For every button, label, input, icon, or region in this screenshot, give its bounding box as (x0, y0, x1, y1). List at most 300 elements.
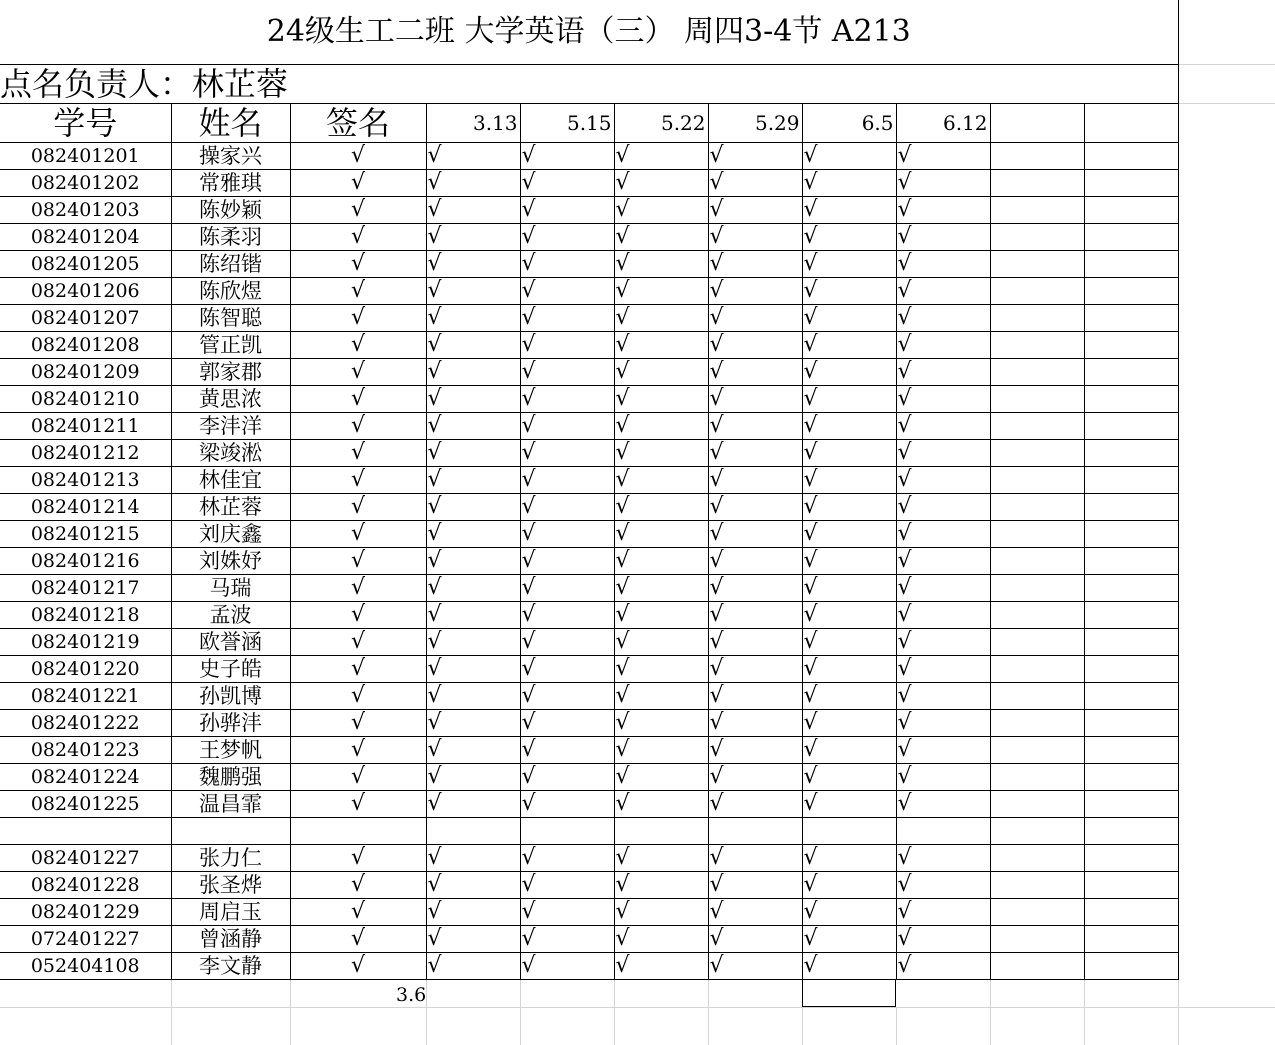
attendance-check-cell[interactable]: √ (802, 764, 896, 791)
attendance-check-cell[interactable]: √ (614, 143, 708, 170)
signature-check-cell[interactable]: √ (290, 629, 426, 656)
empty-cell[interactable] (990, 953, 1084, 980)
attendance-check-cell[interactable]: √ (614, 899, 708, 926)
attendance-check-cell[interactable]: √ (802, 251, 896, 278)
attendance-check-cell[interactable]: √ (426, 413, 520, 440)
attendance-check-cell[interactable]: √ (520, 899, 614, 926)
attendance-check-cell[interactable]: √ (520, 413, 614, 440)
empty-cell[interactable] (990, 359, 1084, 386)
signature-check-cell[interactable]: √ (290, 764, 426, 791)
student-name-cell[interactable]: 史子皓 (171, 656, 290, 683)
attendance-check-cell[interactable]: √ (614, 602, 708, 629)
empty-cell[interactable] (1084, 818, 1178, 845)
empty-cell[interactable] (1084, 602, 1178, 629)
attendance-check-cell[interactable]: √ (426, 710, 520, 737)
student-name-cell[interactable]: 刘庆鑫 (171, 521, 290, 548)
attendance-check-cell[interactable]: √ (896, 710, 990, 737)
sheet-title[interactable]: 24级生工二班 大学英语（三） 周四3-4节 A213 (0, 0, 1178, 65)
attendance-check-cell[interactable]: √ (614, 305, 708, 332)
attendance-check-cell[interactable]: √ (802, 197, 896, 224)
header-date[interactable]: 6.12 (896, 104, 990, 143)
empty-cell[interactable] (1084, 278, 1178, 305)
attendance-check-cell[interactable]: √ (614, 494, 708, 521)
attendance-check-cell[interactable]: √ (708, 413, 802, 440)
student-name-cell[interactable]: 周启玉 (171, 899, 290, 926)
attendance-check-cell[interactable]: √ (708, 224, 802, 251)
student-id-cell[interactable]: 082401222 (0, 710, 171, 737)
attendance-check-cell[interactable]: √ (614, 359, 708, 386)
attendance-check-cell[interactable]: √ (896, 629, 990, 656)
student-id-cell[interactable]: 082401211 (0, 413, 171, 440)
student-name-cell[interactable]: 常雅琪 (171, 170, 290, 197)
attendance-check-cell[interactable]: √ (520, 494, 614, 521)
empty-cell[interactable] (990, 656, 1084, 683)
signature-check-cell[interactable]: √ (290, 953, 426, 980)
attendance-check-cell[interactable]: √ (708, 791, 802, 818)
attendance-check-cell[interactable]: √ (802, 170, 896, 197)
student-id-cell[interactable]: 082401224 (0, 764, 171, 791)
student-name-cell[interactable]: 陈绍锴 (171, 251, 290, 278)
attendance-check-cell[interactable]: √ (896, 683, 990, 710)
attendance-check-cell[interactable]: √ (614, 197, 708, 224)
attendance-check-cell[interactable]: √ (708, 143, 802, 170)
attendance-check-cell[interactable]: √ (708, 737, 802, 764)
attendance-check-cell[interactable]: √ (896, 494, 990, 521)
attendance-check-cell[interactable]: √ (896, 953, 990, 980)
signature-check-cell[interactable]: √ (290, 791, 426, 818)
empty-cell[interactable] (1084, 104, 1178, 143)
empty-cell[interactable] (990, 251, 1084, 278)
student-id-cell[interactable]: 082401207 (0, 305, 171, 332)
attendance-check-cell[interactable]: √ (708, 953, 802, 980)
student-name-cell[interactable]: 黄思浓 (171, 386, 290, 413)
attendance-check-cell[interactable]: √ (426, 737, 520, 764)
student-name-cell[interactable]: 温昌霏 (171, 791, 290, 818)
student-id-cell[interactable]: 082401214 (0, 494, 171, 521)
student-id-cell[interactable]: 082401228 (0, 872, 171, 899)
attendance-check-cell[interactable]: √ (708, 710, 802, 737)
attendance-check-cell[interactable]: √ (708, 926, 802, 953)
attendance-check-cell[interactable]: √ (426, 656, 520, 683)
signature-check-cell[interactable]: √ (290, 494, 426, 521)
student-name-cell[interactable]: 刘姝妤 (171, 548, 290, 575)
attendance-check-cell[interactable]: √ (896, 224, 990, 251)
attendance-check-cell[interactable]: √ (614, 764, 708, 791)
attendance-check-cell[interactable]: √ (426, 629, 520, 656)
student-id-cell[interactable]: 082401210 (0, 386, 171, 413)
attendance-check-cell[interactable]: √ (520, 224, 614, 251)
attendance-check-cell[interactable]: √ (520, 710, 614, 737)
student-id-cell[interactable]: 082401229 (0, 899, 171, 926)
student-id-cell[interactable]: 082401215 (0, 521, 171, 548)
empty-cell[interactable] (990, 737, 1084, 764)
attendance-check-cell[interactable]: √ (426, 872, 520, 899)
attendance-check-cell[interactable]: √ (614, 251, 708, 278)
attendance-check-cell[interactable]: √ (614, 683, 708, 710)
attendance-check-cell[interactable]: √ (520, 872, 614, 899)
attendance-check-cell[interactable]: √ (520, 143, 614, 170)
attendance-check-cell[interactable]: √ (802, 845, 896, 872)
attendance-check-cell[interactable]: √ (896, 278, 990, 305)
signature-check-cell[interactable]: √ (290, 386, 426, 413)
student-name-cell[interactable]: 陈智聪 (171, 305, 290, 332)
attendance-check-cell[interactable]: √ (520, 521, 614, 548)
attendance-check-cell[interactable]: √ (802, 143, 896, 170)
attendance-check-cell[interactable]: √ (708, 359, 802, 386)
attendance-check-cell[interactable]: √ (520, 926, 614, 953)
attendance-check-cell[interactable] (520, 818, 614, 845)
attendance-check-cell[interactable]: √ (708, 602, 802, 629)
attendance-check-cell[interactable]: √ (426, 926, 520, 953)
signature-check-cell[interactable] (290, 818, 426, 845)
attendance-check-cell[interactable] (614, 818, 708, 845)
signature-check-cell[interactable]: √ (290, 359, 426, 386)
signature-check-cell[interactable]: √ (290, 926, 426, 953)
empty-cell[interactable] (1084, 521, 1178, 548)
attendance-check-cell[interactable]: √ (708, 575, 802, 602)
attendance-check-cell[interactable]: √ (708, 278, 802, 305)
attendance-check-cell[interactable]: √ (896, 602, 990, 629)
attendance-check-cell[interactable]: √ (426, 845, 520, 872)
attendance-check-cell[interactable] (708, 818, 802, 845)
empty-cell[interactable] (990, 386, 1084, 413)
empty-cell[interactable] (1084, 737, 1178, 764)
attendance-check-cell[interactable]: √ (896, 926, 990, 953)
student-name-cell[interactable]: 李沣洋 (171, 413, 290, 440)
attendance-check-cell[interactable]: √ (802, 575, 896, 602)
empty-cell[interactable] (1084, 359, 1178, 386)
attendance-check-cell[interactable]: √ (614, 629, 708, 656)
student-id-cell[interactable]: 082401206 (0, 278, 171, 305)
student-id-cell[interactable]: 082401223 (0, 737, 171, 764)
student-id-cell[interactable]: 082401216 (0, 548, 171, 575)
student-name-cell[interactable]: 王梦帆 (171, 737, 290, 764)
student-name-cell[interactable]: 孟波 (171, 602, 290, 629)
empty-cell[interactable] (1084, 170, 1178, 197)
attendance-check-cell[interactable]: √ (896, 305, 990, 332)
attendance-check-cell[interactable]: √ (708, 521, 802, 548)
attendance-check-cell[interactable]: √ (896, 764, 990, 791)
attendance-check-cell[interactable]: √ (896, 386, 990, 413)
signature-check-cell[interactable]: √ (290, 143, 426, 170)
attendance-check-cell[interactable]: √ (802, 548, 896, 575)
student-id-cell[interactable]: 082401212 (0, 440, 171, 467)
empty-cell[interactable] (1084, 575, 1178, 602)
empty-cell[interactable] (1084, 926, 1178, 953)
signature-check-cell[interactable]: √ (290, 170, 426, 197)
signature-check-cell[interactable]: √ (290, 656, 426, 683)
attendance-check-cell[interactable]: √ (614, 413, 708, 440)
empty-cell[interactable] (1084, 899, 1178, 926)
attendance-check-cell[interactable]: √ (520, 791, 614, 818)
attendance-check-cell[interactable]: √ (708, 899, 802, 926)
empty-cell[interactable] (990, 710, 1084, 737)
empty-cell[interactable] (990, 548, 1084, 575)
student-name-cell[interactable]: 欧誉涵 (171, 629, 290, 656)
attendance-check-cell[interactable]: √ (520, 656, 614, 683)
attendance-check-cell[interactable]: √ (802, 440, 896, 467)
empty-cell[interactable] (1084, 872, 1178, 899)
student-id-cell[interactable]: 082401203 (0, 197, 171, 224)
signature-check-cell[interactable]: √ (290, 224, 426, 251)
student-id-cell[interactable]: 052404108 (0, 953, 171, 980)
empty-cell[interactable] (1084, 251, 1178, 278)
attendance-check-cell[interactable]: √ (614, 224, 708, 251)
attendance-check-cell[interactable]: √ (426, 440, 520, 467)
empty-cell[interactable] (1084, 467, 1178, 494)
attendance-check-cell[interactable]: √ (614, 278, 708, 305)
attendance-check-cell[interactable]: √ (520, 386, 614, 413)
attendance-check-cell[interactable]: √ (802, 791, 896, 818)
attendance-check-cell[interactable]: √ (614, 845, 708, 872)
student-name-cell[interactable]: 郭家郡 (171, 359, 290, 386)
empty-cell[interactable] (990, 872, 1084, 899)
empty-cell[interactable] (990, 332, 1084, 359)
attendance-check-cell[interactable]: √ (614, 575, 708, 602)
student-id-cell[interactable]: 082401201 (0, 143, 171, 170)
attendance-check-cell[interactable]: √ (426, 359, 520, 386)
attendance-check-cell[interactable]: √ (426, 548, 520, 575)
empty-cell[interactable] (990, 818, 1084, 845)
student-name-cell[interactable]: 魏鹏强 (171, 764, 290, 791)
attendance-check-cell[interactable]: √ (708, 440, 802, 467)
student-name-cell[interactable]: 陈妙颖 (171, 197, 290, 224)
signature-check-cell[interactable]: √ (290, 683, 426, 710)
attendance-check-cell[interactable]: √ (802, 386, 896, 413)
footer-value[interactable]: 3.6 (396, 984, 427, 1006)
attendance-check-cell[interactable] (802, 818, 896, 845)
signature-check-cell[interactable]: √ (290, 413, 426, 440)
empty-cell[interactable] (1084, 440, 1178, 467)
attendance-check-cell[interactable]: √ (426, 278, 520, 305)
header-date[interactable]: 6.5 (802, 104, 896, 143)
attendance-check-cell[interactable]: √ (708, 386, 802, 413)
attendance-check-cell[interactable]: √ (896, 170, 990, 197)
empty-cell[interactable] (990, 224, 1084, 251)
student-name-cell[interactable]: 李文静 (171, 953, 290, 980)
student-id-cell[interactable]: 082401219 (0, 629, 171, 656)
empty-cell[interactable] (1084, 386, 1178, 413)
attendance-check-cell[interactable]: √ (896, 737, 990, 764)
empty-cell[interactable] (990, 683, 1084, 710)
student-name-cell[interactable]: 操家兴 (171, 143, 290, 170)
attendance-check-cell[interactable]: √ (802, 467, 896, 494)
attendance-check-cell[interactable]: √ (614, 953, 708, 980)
empty-cell[interactable] (1084, 656, 1178, 683)
attendance-check-cell[interactable]: √ (802, 710, 896, 737)
attendance-check-cell[interactable]: √ (426, 521, 520, 548)
attendance-check-cell[interactable]: √ (520, 197, 614, 224)
signature-check-cell[interactable]: √ (290, 197, 426, 224)
attendance-check-cell[interactable]: √ (708, 494, 802, 521)
student-name-cell[interactable]: 陈欣煜 (171, 278, 290, 305)
empty-cell[interactable] (990, 926, 1084, 953)
empty-cell[interactable] (1084, 305, 1178, 332)
attendance-check-cell[interactable]: √ (802, 926, 896, 953)
attendance-check-cell[interactable] (426, 818, 520, 845)
attendance-check-cell[interactable]: √ (896, 872, 990, 899)
attendance-check-cell[interactable]: √ (614, 440, 708, 467)
attendance-check-cell[interactable]: √ (896, 656, 990, 683)
attendance-check-cell[interactable]: √ (708, 872, 802, 899)
student-id-cell[interactable] (0, 818, 171, 845)
attendance-check-cell[interactable]: √ (708, 305, 802, 332)
empty-cell[interactable] (990, 440, 1084, 467)
attendance-check-cell[interactable]: √ (896, 332, 990, 359)
signature-check-cell[interactable]: √ (290, 872, 426, 899)
empty-cell[interactable] (990, 278, 1084, 305)
attendance-check-cell[interactable]: √ (614, 737, 708, 764)
empty-cell[interactable] (990, 575, 1084, 602)
attendance-check-cell[interactable]: √ (896, 521, 990, 548)
attendance-check-cell[interactable]: √ (426, 683, 520, 710)
attendance-check-cell[interactable]: √ (520, 737, 614, 764)
attendance-check-cell[interactable]: √ (896, 548, 990, 575)
attendance-check-cell[interactable]: √ (802, 494, 896, 521)
attendance-check-cell[interactable]: √ (520, 548, 614, 575)
student-id-cell[interactable]: 082401221 (0, 683, 171, 710)
attendance-check-cell[interactable]: √ (802, 602, 896, 629)
attendance-check-cell[interactable]: √ (802, 737, 896, 764)
header-date[interactable]: 3.13 (426, 104, 520, 143)
empty-cell[interactable] (990, 791, 1084, 818)
attendance-check-cell[interactable]: √ (614, 386, 708, 413)
signature-check-cell[interactable]: √ (290, 467, 426, 494)
attendance-check-cell[interactable]: √ (426, 143, 520, 170)
student-id-cell[interactable]: 072401227 (0, 926, 171, 953)
attendance-check-cell[interactable]: √ (520, 170, 614, 197)
roll-call-leader[interactable]: 点名负责人：林芷蓉 (0, 65, 1178, 104)
attendance-check-cell[interactable]: √ (426, 791, 520, 818)
student-id-cell[interactable]: 082401217 (0, 575, 171, 602)
signature-check-cell[interactable]: √ (290, 845, 426, 872)
student-id-cell[interactable]: 082401220 (0, 656, 171, 683)
header-date[interactable]: 5.22 (614, 104, 708, 143)
student-name-cell[interactable]: 张圣烨 (171, 872, 290, 899)
attendance-check-cell[interactable]: √ (426, 332, 520, 359)
empty-cell[interactable] (1084, 197, 1178, 224)
attendance-check-cell[interactable]: √ (708, 548, 802, 575)
attendance-check-cell[interactable]: √ (708, 764, 802, 791)
attendance-check-cell[interactable]: √ (802, 683, 896, 710)
student-name-cell[interactable]: 梁竣淞 (171, 440, 290, 467)
student-id-cell[interactable]: 082401227 (0, 845, 171, 872)
empty-cell[interactable] (990, 143, 1084, 170)
attendance-check-cell[interactable]: √ (896, 791, 990, 818)
attendance-check-cell[interactable]: √ (426, 170, 520, 197)
empty-cell[interactable] (990, 305, 1084, 332)
attendance-check-cell[interactable]: √ (426, 602, 520, 629)
empty-cell[interactable] (1084, 710, 1178, 737)
header-date[interactable]: 5.15 (520, 104, 614, 143)
attendance-check-cell[interactable]: √ (896, 575, 990, 602)
empty-cell[interactable] (1084, 332, 1178, 359)
signature-check-cell[interactable]: √ (290, 305, 426, 332)
signature-check-cell[interactable]: √ (290, 602, 426, 629)
empty-cell[interactable] (1084, 845, 1178, 872)
attendance-check-cell[interactable]: √ (520, 953, 614, 980)
student-id-cell[interactable]: 082401202 (0, 170, 171, 197)
empty-cell[interactable] (1084, 953, 1178, 980)
attendance-check-cell[interactable]: √ (426, 305, 520, 332)
attendance-check-cell[interactable]: √ (426, 494, 520, 521)
attendance-check-cell[interactable]: √ (426, 899, 520, 926)
attendance-check-cell[interactable]: √ (426, 224, 520, 251)
attendance-check-cell[interactable]: √ (708, 332, 802, 359)
student-name-cell[interactable]: 管正凯 (171, 332, 290, 359)
attendance-check-cell[interactable]: √ (896, 467, 990, 494)
empty-cell[interactable] (990, 602, 1084, 629)
attendance-check-cell[interactable]: √ (520, 629, 614, 656)
attendance-check-cell[interactable]: √ (614, 170, 708, 197)
attendance-check-cell[interactable]: √ (802, 332, 896, 359)
attendance-check-cell[interactable]: √ (426, 764, 520, 791)
empty-cell[interactable] (1084, 494, 1178, 521)
empty-cell[interactable] (990, 170, 1084, 197)
attendance-check-cell[interactable]: √ (426, 251, 520, 278)
empty-cell[interactable] (1084, 764, 1178, 791)
empty-cell[interactable] (1084, 791, 1178, 818)
attendance-check-cell[interactable]: √ (520, 440, 614, 467)
attendance-check-cell[interactable]: √ (802, 413, 896, 440)
attendance-check-cell[interactable]: √ (802, 224, 896, 251)
attendance-check-cell[interactable]: √ (896, 197, 990, 224)
signature-check-cell[interactable]: √ (290, 278, 426, 305)
attendance-check-cell[interactable]: √ (896, 845, 990, 872)
empty-cell[interactable] (1084, 143, 1178, 170)
empty-cell[interactable] (1084, 683, 1178, 710)
attendance-check-cell[interactable]: √ (426, 386, 520, 413)
empty-cell[interactable] (1084, 413, 1178, 440)
student-id-cell[interactable]: 082401204 (0, 224, 171, 251)
empty-cell[interactable] (990, 494, 1084, 521)
empty-cell[interactable] (990, 629, 1084, 656)
signature-check-cell[interactable]: √ (290, 440, 426, 467)
attendance-check-cell[interactable]: √ (708, 251, 802, 278)
attendance-check-cell[interactable]: √ (708, 170, 802, 197)
student-name-cell[interactable]: 马瑞 (171, 575, 290, 602)
student-name-cell[interactable]: 林佳宜 (171, 467, 290, 494)
attendance-check-cell[interactable]: √ (896, 899, 990, 926)
student-id-cell[interactable]: 082401225 (0, 791, 171, 818)
student-name-cell[interactable]: 孙凯博 (171, 683, 290, 710)
attendance-check-cell[interactable]: √ (520, 575, 614, 602)
signature-check-cell[interactable]: √ (290, 548, 426, 575)
student-id-cell[interactable]: 082401205 (0, 251, 171, 278)
attendance-check-cell[interactable]: √ (802, 656, 896, 683)
signature-check-cell[interactable]: √ (290, 332, 426, 359)
attendance-check-cell[interactable]: √ (896, 143, 990, 170)
empty-cell[interactable] (990, 413, 1084, 440)
attendance-check-cell[interactable]: √ (614, 710, 708, 737)
empty-cell[interactable] (1084, 629, 1178, 656)
empty-cell[interactable] (1084, 548, 1178, 575)
attendance-check-cell[interactable]: √ (802, 305, 896, 332)
student-name-cell[interactable]: 张力仁 (171, 845, 290, 872)
attendance-check-cell[interactable]: √ (426, 467, 520, 494)
empty-cell[interactable] (990, 467, 1084, 494)
attendance-check-cell[interactable]: √ (708, 845, 802, 872)
attendance-check-cell[interactable]: √ (896, 440, 990, 467)
attendance-check-cell[interactable]: √ (708, 683, 802, 710)
student-name-cell[interactable]: 曾涵静 (171, 926, 290, 953)
signature-check-cell[interactable]: √ (290, 737, 426, 764)
attendance-check-cell[interactable]: √ (802, 278, 896, 305)
attendance-check-cell[interactable]: √ (520, 845, 614, 872)
signature-check-cell[interactable]: √ (290, 710, 426, 737)
attendance-check-cell[interactable]: √ (614, 548, 708, 575)
empty-cell[interactable] (990, 899, 1084, 926)
